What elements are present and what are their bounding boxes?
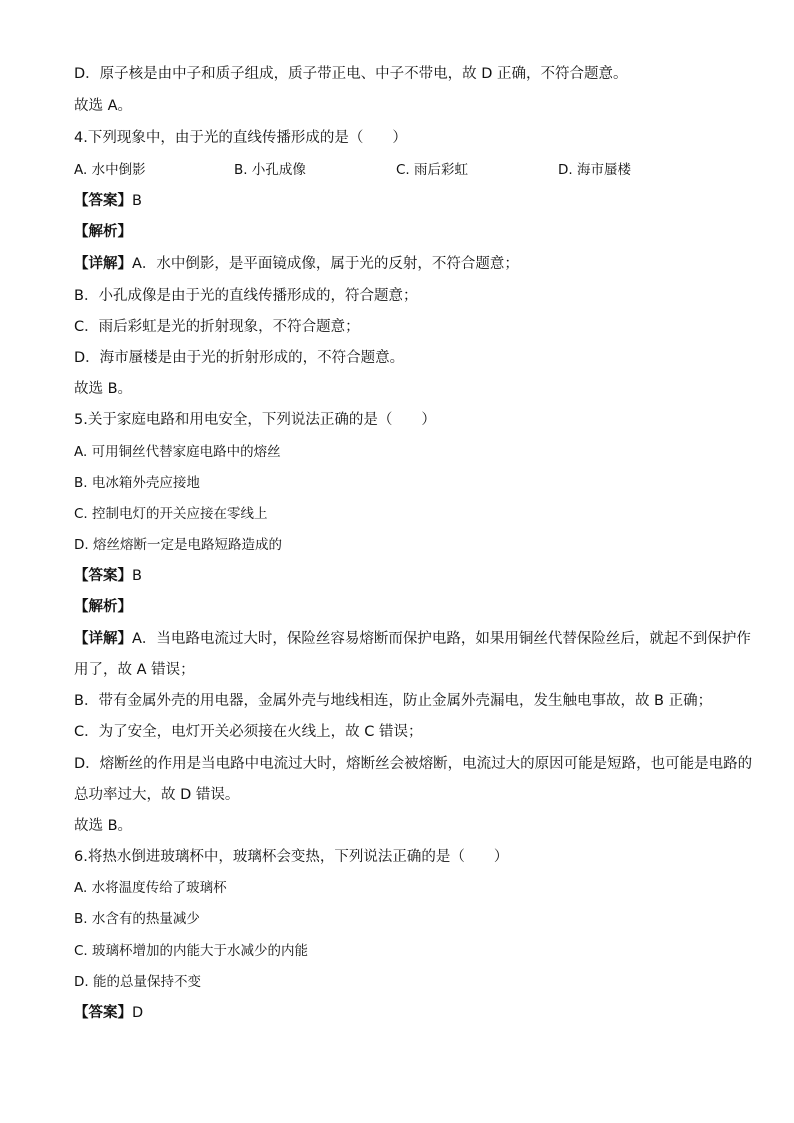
q5-title: 5.关于家庭电路和用电安全，下列说法正确的是（ ） [74, 412, 436, 428]
detail-tag: 【详解】 [74, 256, 132, 272]
q6-option-a: A. 水将温度传给了玻璃杯 [74, 880, 227, 896]
detail-text: A．当电路电流过大时，保险丝容易熔断而保护电路，如果用铜丝代替保险丝后，就起不到保护作 [132, 631, 751, 647]
detail-tag: 【详解】 [74, 631, 132, 647]
q6-answer [74, 1003, 734, 1023]
detail-text: A．水中倒影，是平面镜成像，属于光的反射，不符合题意； [132, 256, 519, 272]
q3-option-d-explanation: D．原子核是由中子和质子组成，质子带正电、中子不带电，故 D 正确，不符合题意。 [74, 66, 628, 82]
q4-detail-d: D．海市蜃楼是由于光的折射形成的，不符合题意。 [74, 350, 405, 366]
answer-value: B [132, 193, 142, 209]
q4-option-a: A. 水中倒影 [74, 162, 146, 178]
q5-answer [74, 566, 734, 586]
answer-value: D [132, 1005, 144, 1021]
q4-answer [74, 191, 734, 211]
q5-option-d: D. 熔丝熔断一定是电路短路造成的 [74, 537, 282, 553]
answer-tag: 【答案】 [74, 1005, 132, 1021]
q4-title: 4.下列现象中，由于光的直线传播形成的是（ ） [74, 130, 407, 146]
q4-selection: 故选 B。 [74, 381, 133, 397]
q5-detail-a-1 [74, 629, 751, 649]
q5-option-a: A. 可用铜丝代替家庭电路中的熔丝 [74, 444, 281, 460]
q5-selection: 故选 B。 [74, 818, 133, 834]
q5-option-b: B. 电冰箱外壳应接地 [74, 475, 200, 491]
q5-option-c: C. 控制电灯的开关应接在零线上 [74, 506, 268, 522]
q5-detail-b: B．带有金属外壳的用电器，金属外壳与地线相连，防止金属外壳漏电，发生触电事故，故 B 正确； [74, 693, 713, 709]
q4-detail-b: B．小孔成像是由于光的直线传播形成的，符合题意； [74, 288, 418, 304]
q4-detail-c: C．雨后彩虹是光的折射现象，不符合题意； [74, 319, 360, 335]
answer-value: B [132, 568, 142, 584]
answer-tag: 【答案】 [74, 193, 132, 209]
q4-analysis-tag: 【解析】 [74, 224, 132, 240]
q4-options [74, 160, 734, 180]
q3-selection: 故选 A。 [74, 98, 133, 114]
q5-analysis-tag: 【解析】 [74, 599, 132, 615]
q5-detail-a-2: 用了，故 A 错误； [74, 662, 195, 678]
q5-detail-c: C．为了安全，电灯开关必须接在火线上，故 C 错误； [74, 724, 423, 740]
q6-option-d: D. 能的总量保持不变 [74, 974, 201, 990]
q4-option-b: B. 小孔成像 [234, 162, 306, 178]
q5-detail-d-1: D．熔断丝的作用是当电路中电流过大时，熔断丝会被熔断，电流过大的原因可能是短路，也可能是电路的 [74, 756, 753, 772]
q4-option-d: D. 海市蜃楼 [558, 162, 631, 178]
q6-option-b: B. 水含有的热量减少 [74, 911, 200, 927]
q6-title: 6.将热水倒进玻璃杯中，玻璃杯会变热，下列说法正确的是（ ） [74, 849, 509, 865]
q4-detail-a [74, 254, 734, 274]
answer-tag: 【答案】 [74, 568, 132, 584]
q4-option-c: C. 雨后彩虹 [396, 162, 469, 178]
q6-option-c: C. 玻璃杯增加的内能大于水减少的内能 [74, 943, 309, 959]
q5-detail-d-2: 总功率过大，故 D 错误。 [74, 787, 240, 803]
